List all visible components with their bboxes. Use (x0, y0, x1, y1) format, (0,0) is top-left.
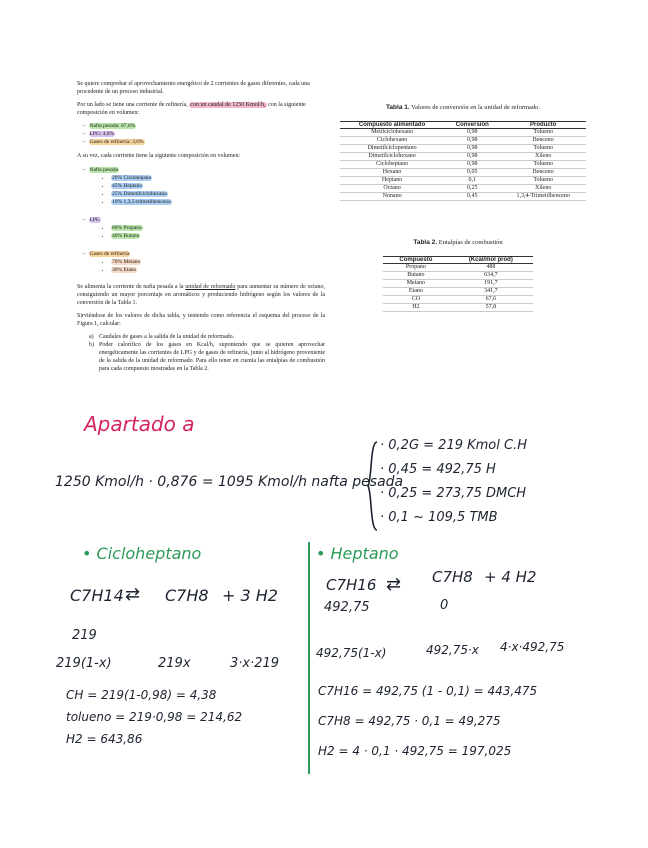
list-item: • 70% Metano (111, 258, 325, 266)
document-left-column (77, 80, 325, 373)
column-header: (Kcal/mol prod) (449, 257, 533, 264)
table-cell: Heptano (340, 177, 444, 185)
apartado-heading: Apartado a (84, 412, 195, 436)
table-cell: 0,25 (444, 185, 500, 193)
brace-line: · 0,2G = 219 Kmol C.H (380, 438, 527, 453)
group-title: Gases de refinería (89, 251, 130, 257)
list-item: • 45% Heptano (111, 182, 325, 190)
table-row (383, 272, 533, 280)
feed-paragraph: Se alimenta la corriente de nafta pesada a la unidad de reformado para aumentar su número de octano, consiguiendo un mayor porcentaje en aromáticos y produciendo hidrógeno según los valores de la conversión de la Tabla 1. (77, 284, 326, 306)
table-cell: Hexano (340, 169, 444, 177)
column-header: Compuesto alimentado (340, 122, 444, 129)
table2 (383, 256, 533, 312)
table-row (340, 185, 586, 193)
composition-intro: A su vez, cada corriente tiene la siguiente composición en volumen: (77, 153, 241, 159)
table-cell: 0,98 (444, 137, 500, 145)
calc-paragraph: Sirviéndose de los valores de dicha tabla, y teniendo como referencia el esquema del proceso de la Figura 1, calcular: (77, 313, 325, 327)
list-item: • 20% Ciclohepano (111, 174, 325, 182)
table-cell: Tolueno (500, 129, 586, 137)
table-row (383, 296, 533, 304)
brace-line: · 0,1 ~ 109,5 TMB (380, 510, 498, 525)
main-equation: 1250 Kmol/h · 0,876 = 1095 Kmol/h nafta pesada (55, 474, 404, 490)
table-row (340, 137, 586, 145)
table-cell: 0,05 (444, 169, 500, 177)
table-cell: H2 (383, 304, 449, 312)
initial-moles: 219 (72, 628, 97, 643)
table-cell: 0,98 (444, 161, 500, 169)
question-b: b) Poder calorífico de los gases en Kcal/h, suponiendo que se quieren aprovechar energéticamente las corrientes de LPG y de gases de refinería, junto al hidrógeno proveniente de la salida de la unidad de reformado. Para ello tener en cuenta las entalpías de combustión para cada compuesto mostradas en la Tabla 2. (89, 342, 325, 372)
table-cell: Metilciclohexano (340, 129, 444, 137)
reaction-reactant: C7H14 (70, 586, 124, 605)
brace-line: · 0,25 = 273,75 DMCH (380, 486, 527, 501)
table-cell: Benceno (500, 137, 586, 145)
initial-moles: 0 (440, 598, 449, 613)
brace-line: · 0,45 = 492,75 H (380, 462, 496, 477)
table-row (340, 145, 586, 153)
table-cell: Cicloheptano (340, 161, 444, 169)
table-row (383, 264, 533, 272)
result-line: H2 = 4 · 0,1 · 492,75 = 197,025 (318, 744, 512, 758)
reaction-arrow: ⇄ (386, 574, 402, 595)
table-cell: 67,6 (449, 296, 533, 304)
conv-hydrogen: 4·x·492,75 (500, 640, 565, 654)
brace-lines (380, 438, 527, 534)
table-row (340, 177, 586, 185)
group-nafta: – Nafta pesada (83, 167, 119, 173)
initial-moles: 492,75 (324, 600, 370, 615)
list-item: • 60% Propano (111, 224, 325, 232)
list-item: – Nafta pesada: 87,6% (83, 123, 136, 129)
column-header: Producto (500, 122, 586, 129)
table-row (340, 129, 586, 137)
result-line: CH = 219(1-0,98) = 4,38 (66, 688, 217, 702)
question-a: a) Caudales de gases a la salida de la unidad de reformado. (89, 334, 235, 340)
table-cell: Benceno (500, 169, 586, 177)
brace-icon (366, 440, 380, 532)
table-cell: 191,7 (449, 280, 533, 288)
group-lpg: – LPG (83, 217, 100, 223)
table-cell: 634,7 (449, 272, 533, 280)
stream1-paragraph: Por un lado se tiene una corriente de refinería, con un caudal de 1250 Kmol/h, con la siguiente composición en volumen: (77, 102, 306, 116)
reaction-arrow: ⇄ (125, 584, 141, 605)
table-cell: CO (383, 296, 449, 304)
table-cell: Xileno (500, 185, 586, 193)
table-cell: Metano (383, 280, 449, 288)
question-list (77, 333, 325, 373)
reaction-product: C7H8 (432, 568, 473, 586)
table-cell: Tolueno (500, 145, 586, 153)
table-row (340, 169, 586, 177)
result-line: C7H8 = 492,75 · 0,1 = 49,275 (318, 714, 501, 728)
table-cell: Xileno (500, 153, 586, 161)
column-header: Compuesto (383, 257, 449, 264)
table-cell: 0,98 (444, 153, 500, 161)
table2-caption: Tabla 2. Entalpías de combustión (413, 239, 503, 246)
table1-block (340, 104, 586, 201)
conv-reactant: 219(1-x) (56, 656, 112, 671)
table-cell: Propano (383, 264, 449, 272)
conv-hydrogen: 3·x·219 (230, 656, 280, 671)
list-item: – LPG: 4,8% (83, 131, 115, 137)
table-row (383, 280, 533, 288)
table-cell: Nonano (340, 193, 444, 201)
table-cell: 0,98 (444, 145, 500, 153)
table2-block (383, 239, 533, 312)
group-gases: – Gases de refinería (83, 251, 130, 257)
group-title: Nafta pesada (89, 167, 119, 173)
table-row (383, 304, 533, 312)
list-item: • 10% 1,3,5-trimetilbenceno (111, 198, 325, 206)
table-cell: Tolueno (500, 177, 586, 185)
reaction-hydrogen: + 4 H2 (484, 568, 537, 586)
table-cell: 488 (449, 264, 533, 272)
table1 (340, 121, 586, 201)
table-cell: Ciclohexano (340, 137, 444, 145)
column-header: Conversión (444, 122, 500, 129)
table-cell: 0,1 (444, 177, 500, 185)
table-cell: Dimetilciclohexano (340, 153, 444, 161)
table-cell: 341,7 (449, 288, 533, 296)
conv-reactant: 492,75(1-x) (316, 646, 387, 660)
list-item: – Gases de refinería: 3,6% (83, 139, 144, 145)
table-cell: Etano (383, 288, 449, 296)
table-cell: 57,8 (449, 304, 533, 312)
table-row (340, 153, 586, 161)
list-item: • 25% Dimetilciclohexano (111, 190, 325, 198)
result-line: tolueno = 219·0,98 = 214,62 (66, 710, 243, 724)
table-row (340, 193, 586, 201)
group-title: LPG (89, 217, 100, 223)
table-cell: Octano (340, 185, 444, 193)
conv-product: 492,75·x (426, 643, 479, 657)
table-row (340, 161, 586, 169)
table-cell: 0,45 (444, 193, 500, 201)
list-item: • 30% Etano (111, 266, 325, 274)
table-cell: Dimetilciclopentano (340, 145, 444, 153)
table-cell: 0,98 (444, 129, 500, 137)
table-row (383, 288, 533, 296)
reaction-reactant: C7H16 (326, 576, 377, 594)
result-line: C7H16 = 492,75 (1 - 0,1) = 443,475 (318, 684, 538, 698)
reaction-hydrogen: + 3 H2 (222, 586, 278, 605)
stream1-list (83, 122, 325, 146)
conv-product: 219x (158, 656, 191, 671)
table-cell: 1,3,4-Trimetilbenceno (500, 193, 586, 201)
reaction-product: C7H8 (165, 586, 209, 605)
list-item: • 40% Butano (111, 232, 325, 240)
flow-rate-highlight: con un caudal de 1250 Kmol/h, (190, 102, 266, 108)
table-cell: Tolueno (500, 161, 586, 169)
heptano-title: • Heptano (316, 544, 399, 563)
column-divider (308, 542, 310, 774)
table-cell: Butano (383, 272, 449, 280)
cicloheptano-title: • Cicloheptano (82, 544, 202, 563)
table1-caption: Tabla 1. Valores de conversión en la unidad de reformado. (385, 104, 541, 111)
intro-paragraph: Se quiere comprobar el aprovechamiento energético de 2 corrientes de gases diferentes, cada una procedente de un proceso industrial. (77, 81, 310, 95)
result-line: H2 = 643,86 (66, 732, 143, 746)
